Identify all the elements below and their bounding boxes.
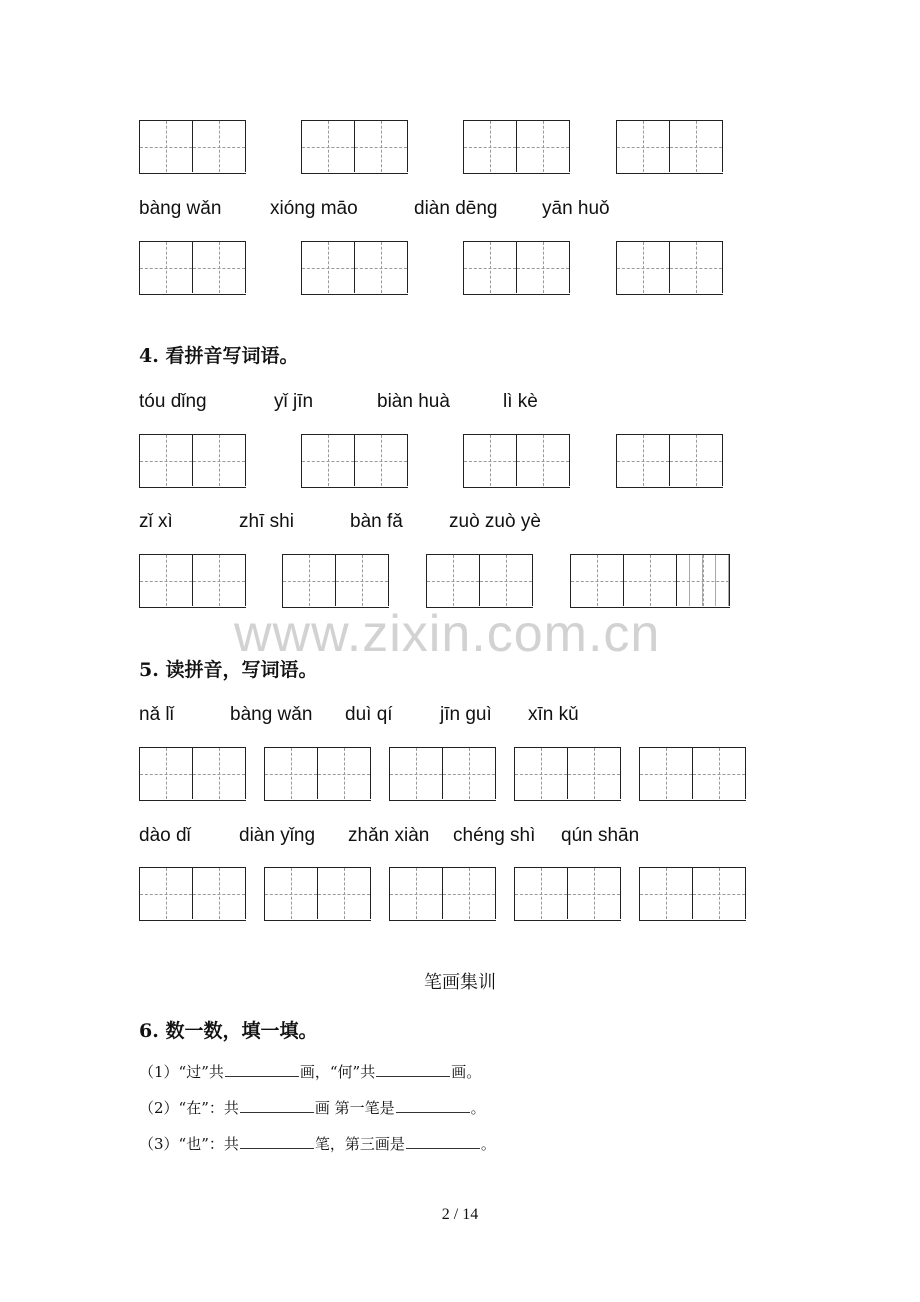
pinyin-label: biàn huà [377, 391, 450, 412]
writing-grid[interactable] [463, 120, 570, 174]
pinyin-label: diàn yǐng [239, 825, 316, 846]
section-title: 笔画集训 [424, 972, 496, 993]
pinyin-label: duì qí [345, 704, 393, 725]
writing-grid[interactable] [264, 747, 371, 801]
writing-grid[interactable] [301, 120, 408, 174]
pinyin-label: zuò zuò yè [449, 511, 541, 532]
pinyin-label: xióng māo [270, 198, 358, 219]
pinyin-label: zhǎn xiàn [348, 825, 430, 846]
pinyin-label: nǎ lǐ [139, 704, 174, 725]
writing-grid[interactable] [616, 434, 723, 488]
pinyin-label: yǐ jīn [274, 391, 314, 412]
writing-grid-three[interactable] [570, 554, 730, 608]
writing-grid[interactable] [139, 747, 246, 801]
question-heading: 6. 数一数，填一填。 [139, 1020, 318, 1042]
pinyin-label: dào dǐ [139, 825, 191, 846]
pinyin-label: tóu dǐng [139, 391, 207, 412]
answer-blank[interactable] [406, 1134, 480, 1149]
answer-blank[interactable] [225, 1062, 299, 1077]
writing-grid[interactable] [616, 241, 723, 295]
pinyin-label: bàn fǎ [350, 511, 403, 532]
pinyin-label: qún shān [561, 825, 640, 846]
writing-grid[interactable] [639, 867, 746, 921]
pinyin-label: chéng shì [453, 825, 536, 846]
writing-grid[interactable] [301, 434, 408, 488]
writing-grid[interactable] [463, 241, 570, 295]
writing-grid[interactable] [639, 747, 746, 801]
answer-blank[interactable] [376, 1062, 450, 1077]
answer-blank[interactable] [240, 1134, 314, 1149]
pinyin-label: bàng wǎn [230, 704, 313, 725]
question-heading: 5. 读拼音，写词语。 [139, 659, 318, 681]
pinyin-label: yān huǒ [542, 198, 610, 219]
writing-grid[interactable] [139, 241, 246, 295]
writing-grid[interactable] [264, 867, 371, 921]
writing-grid[interactable] [514, 867, 621, 921]
answer-blank[interactable] [396, 1098, 470, 1113]
writing-grid[interactable] [389, 867, 496, 921]
writing-grid[interactable] [389, 747, 496, 801]
watermark: www.zixin.com.cn [234, 605, 661, 663]
writing-grid[interactable] [139, 120, 246, 174]
pinyin-label: diàn dēng [414, 198, 498, 219]
writing-grid[interactable] [282, 554, 389, 608]
answer-blank[interactable] [240, 1098, 314, 1113]
pinyin-label: zhī shi [239, 511, 294, 532]
writing-grid[interactable] [301, 241, 408, 295]
fill-line: （1）“过”共 画，“何”共 画。 [139, 1063, 482, 1081]
writing-grid[interactable] [139, 867, 246, 921]
writing-grid[interactable] [139, 554, 246, 608]
pinyin-label: jīn guì [440, 704, 492, 725]
writing-grid[interactable] [463, 434, 570, 488]
writing-grid[interactable] [426, 554, 533, 608]
pinyin-label: lì kè [503, 391, 538, 412]
pinyin-label: bàng wǎn [139, 198, 222, 219]
writing-grid[interactable] [139, 434, 246, 488]
page-number: 2 / 14 [441, 1206, 479, 1223]
fill-line: （2）“在”：共 画 第一笔是 。 [139, 1099, 486, 1117]
fill-line: （3）“也”：共 笔，第三画是 。 [139, 1135, 496, 1153]
question-heading: 4. 看拼音写词语。 [139, 345, 299, 367]
writing-grid[interactable] [616, 120, 723, 174]
writing-grid[interactable] [514, 747, 621, 801]
pinyin-label: xīn kǔ [528, 704, 579, 725]
pinyin-label: zǐ xì [139, 511, 173, 532]
